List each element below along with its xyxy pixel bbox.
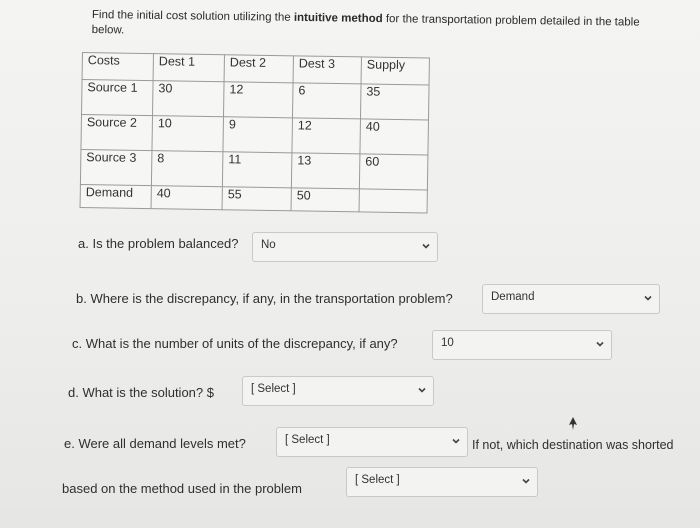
- solution-select-value: [ Select ]: [251, 383, 296, 395]
- chevron-down-icon: [421, 241, 431, 251]
- chevron-down-icon: [451, 436, 461, 446]
- intro-text-2: for the transportation problem detailed in the table below.: [91, 13, 640, 37]
- table-row: [82, 80, 430, 120]
- table-cell: [359, 189, 427, 213]
- table-cell: 8: [151, 151, 223, 187]
- shorted-destination-select[interactable]: [346, 467, 538, 497]
- table-cell: 10: [152, 116, 224, 152]
- table-row: [80, 149, 428, 189]
- table-cell: Source 1: [82, 80, 154, 116]
- discrepancy-location-value: Demand: [491, 291, 535, 303]
- table-cell: 9: [223, 117, 293, 153]
- table-cell: 40: [151, 186, 222, 210]
- table-cell: 35: [360, 84, 429, 120]
- table-header-cell: Dest 3: [293, 56, 361, 84]
- intro-text-bold: intuitive method: [293, 11, 383, 26]
- question-f-label: based on the method used in the problem: [62, 481, 302, 496]
- table-header-cell: Supply: [361, 57, 429, 85]
- table-cell: Source 3: [80, 149, 152, 185]
- table-cell: 50: [291, 188, 359, 212]
- table-cell: 60: [359, 154, 428, 190]
- discrepancy-units-value: 10: [441, 337, 454, 349]
- table-row: [80, 184, 427, 212]
- table-header-cell: Dest 2: [224, 55, 293, 83]
- mouse-cursor-icon: [568, 417, 578, 431]
- discrepancy-units-select[interactable]: [432, 330, 612, 360]
- demand-met-select[interactable]: [276, 427, 468, 457]
- table-row: [81, 115, 429, 155]
- table-cell: 30: [153, 81, 225, 117]
- chevron-down-icon: [521, 476, 531, 486]
- table-cell: 13: [291, 153, 360, 189]
- chevron-down-icon: [595, 339, 605, 349]
- table-header-cell: Costs: [82, 53, 153, 81]
- problem-statement: [92, 8, 662, 46]
- table-cell: Source 2: [81, 115, 153, 151]
- table-header-cell: Dest 1: [153, 54, 224, 82]
- question-e-label: e. Were all demand levels met?: [64, 436, 246, 451]
- cost-table: [80, 52, 430, 213]
- balanced-select-value: No: [261, 239, 276, 251]
- question-a-label: a. Is the problem balanced?: [78, 236, 239, 251]
- table-cell: 12: [292, 118, 361, 154]
- table-cell: 55: [222, 187, 291, 211]
- table-cell: 40: [360, 119, 429, 155]
- table-cell: 12: [224, 82, 294, 118]
- intro-text-1: Find the initial cost solution utilizing the: [91, 8, 294, 24]
- discrepancy-location-select[interactable]: [482, 284, 660, 314]
- table-cell: 6: [292, 83, 361, 119]
- question-e-followup: If not, which destination was shorted: [472, 438, 674, 452]
- chevron-down-icon: [643, 293, 653, 303]
- chevron-down-icon: [417, 385, 427, 395]
- shorted-destination-value: [ Select ]: [355, 474, 400, 486]
- question-d-label: d. What is the solution? $: [68, 385, 214, 400]
- demand-met-select-value: [ Select ]: [285, 434, 330, 446]
- question-b-label: b. Where is the discrepancy, if any, in the transportation problem?: [76, 291, 453, 306]
- solution-select[interactable]: [242, 376, 434, 406]
- balanced-select[interactable]: [252, 232, 438, 262]
- table-cell: 11: [222, 152, 292, 188]
- table-cell: Demand: [80, 184, 151, 208]
- question-c-label: c. What is the number of units of the discrepancy, if any?: [72, 336, 398, 351]
